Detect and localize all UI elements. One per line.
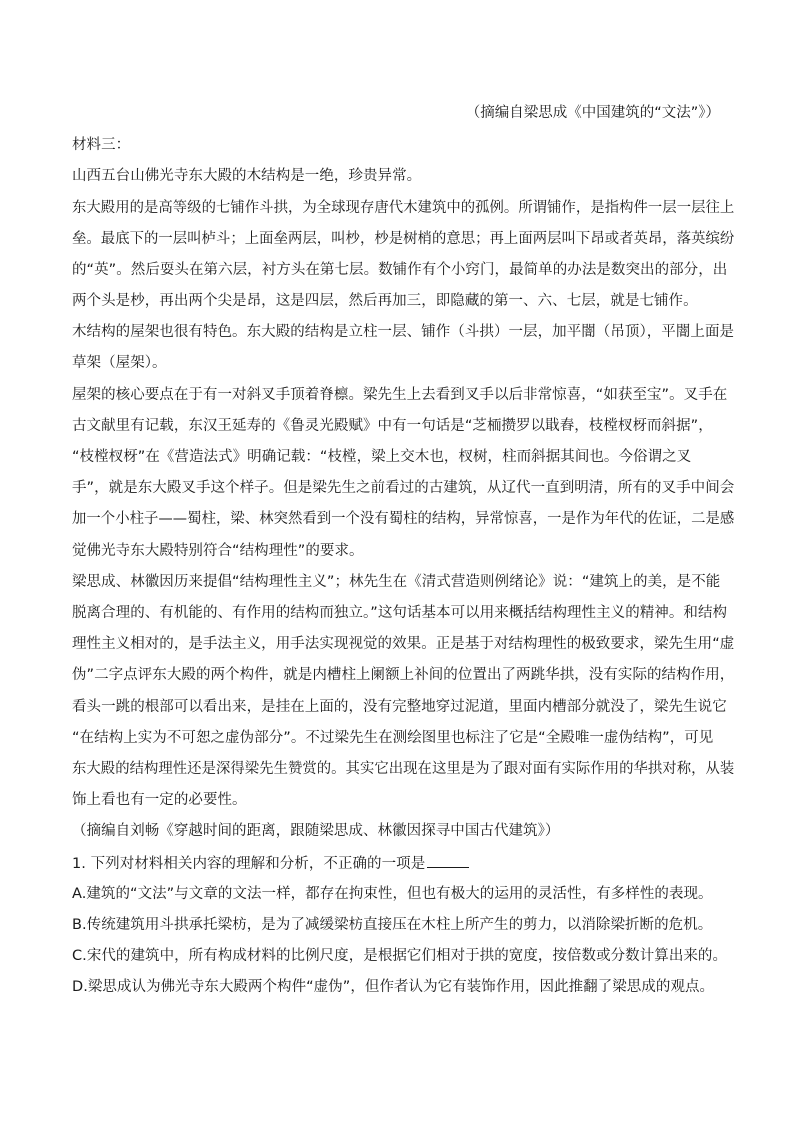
question-stem <box>72 853 469 874</box>
source-citation-1: （摘编自梁思成《中国建筑的“文法”》） <box>465 105 720 121</box>
paragraph-line: 梁思成、林徽因历来提倡“结构理性主义”；林先生在《清式营造则例绪论》说：“建筑上的美，是不能 <box>72 574 721 590</box>
paragraph-line: “在结构上实为不可恕之虚伪部分”。不过梁先生在测绘图里也标注了它是“全殿唯一虚伪结构”，可见 <box>72 730 714 746</box>
paragraph-line: “枝樘杈枒”在《营造法式》明确记载：“枝樘，梁上交木也，杈树，柱而斜据其间也。今俗谓之叉 <box>72 449 692 465</box>
paragraph-line: 东大殿的结构理性还是深得梁先生赞赏的。其实它出现在这里是为了跟对面有实际作用的华拱对称，从装 <box>72 761 735 777</box>
option-a: A.建筑的“文法”与文章的文法一样，都存在拘束性，但也有极大的运用的灵活性，有多样性的表现。 <box>72 886 713 902</box>
material-3-heading: 材料三： <box>72 137 131 153</box>
answer-blank <box>427 853 469 868</box>
paragraph-line: 山西五台山佛光寺东大殿的木结构是一绝，珍贵异常。 <box>72 168 422 184</box>
paragraph-line: 脱离合理的、有机能的、有作用的结构而独立。”这句话基本可以用来概括结构理性主义的精神。和结构 <box>72 605 728 621</box>
paragraph-line: 两个头是杪，再出两个尖是昂，这是四层，然后再加三，即隐藏的第一、六、七层，就是七铺作。 <box>72 293 698 309</box>
option-c: C.宋代的建筑中，所有构成材料的比例尺度，是根据它们相对于拱的宽度，按倍数或分数计算出来的。 <box>72 948 728 964</box>
source-citation-2: （摘编自刘畅《穿越时间的距离，跟随梁思成、林徽因探寻中国古代建筑》） <box>72 823 560 839</box>
paragraph-line: 古文献里有记载，东汉王延寿的《鲁灵光殿赋》中有一句话是“芝栭攒罗以戢舂，枝樘杈枒而斜据”， <box>72 418 713 434</box>
paragraph-line: 觉佛光寺东大殿特别符合“结构理性”的要求。 <box>72 543 364 559</box>
paragraph-line: 加一个小柱子——蜀柱，梁、林突然看到一个没有蜀柱的结构，异常惊喜，一是作为年代的佐证，二是感 <box>72 511 735 527</box>
option-d: D.梁思成认为佛光寺东大殿两个构件“虚伪”，但作者认为它有装饰作用，因此推翻了梁思成的观点。 <box>72 979 715 995</box>
question-stem-text: 1. 下列对材料相关内容的理解和分析，不正确的一项是 <box>72 856 426 872</box>
paragraph-line: 垒。最底下的一层叫栌斗；上面垒两层，叫杪，杪是树梢的意思；再上面两层叫下昂或者英昂，落英缤纷 <box>72 231 735 247</box>
paragraph-line: 手”，就是东大殿叉手这个样子。但是梁先生之前看过的古建筑，从辽代一直到明清，所有的叉手中间会 <box>72 480 735 496</box>
paragraph-line: 草架（屋架）。 <box>72 355 167 371</box>
paragraph-line: 屋架的核心要点在于有一对斜叉手顶着脊檩。梁先生上去看到叉手以后非常惊喜，“如获至宝”。叉手在 <box>72 387 728 403</box>
paragraph-line: 伪”二字点评东大殿的两个构件，就是内槽柱上阑额上补间的位置出了两跳华拱，没有实际的结构作用， <box>72 667 735 683</box>
paragraph-line: 饰上看也有一定的必要性。 <box>72 792 247 808</box>
paragraph-line: 理性主义相对的，是手法主义，用手法实现视觉的效果。正是基于对结构理性的极致要求，梁先生用“虚 <box>72 636 735 652</box>
paragraph-line: 看头一跳的根部可以看出来，是挂在上面的，没有完整地穿过泥道，里面内槽部分就没了，梁先生说它 <box>72 699 727 715</box>
paragraph-line: 的“英”。然后耍头在第六层，衬方头在第七层。数铺作有个小窍门，最简单的办法是数突出的部分，出 <box>72 262 728 278</box>
option-b: B.传统建筑用斗拱承托梁枋，是为了减缓梁枋直接压在木柱上所产生的剪力，以消除梁折断的危机。 <box>72 917 713 933</box>
paragraph-line: 东大殿用的是高等级的七铺作斗拱，为全球现存唐代木建筑中的孤例。所谓铺作，是指构件一层一层往上 <box>72 200 735 216</box>
paragraph-line: 木结构的屋架也很有特色。东大殿的结构是立柱一层、铺作（斗拱）一层，加平闇（吊顶），平闇上面是 <box>72 324 735 340</box>
